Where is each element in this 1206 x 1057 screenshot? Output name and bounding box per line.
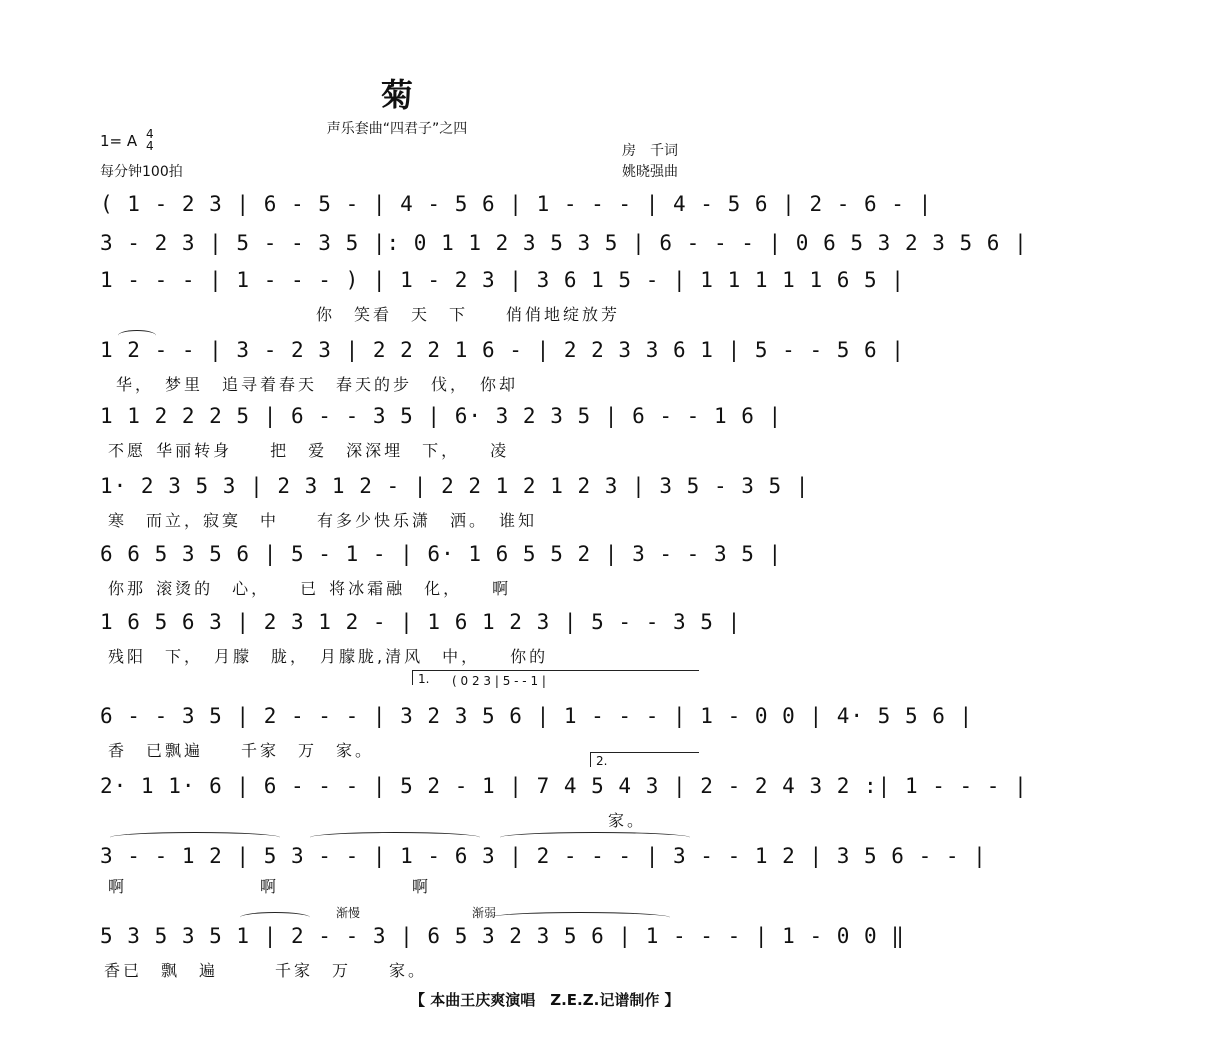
slur	[500, 832, 690, 843]
lyric-line: 华， 梦里 追寻着春天 春天的步 伐， 你却	[116, 375, 519, 394]
notation-line: 1 6 5 6 3 | 2 3 1 2 - | 1 6 1 2 3 | 5 - - 3 5 |	[100, 610, 742, 634]
ritardando-marking: 渐慢	[336, 906, 361, 920]
key-signature: 1= A	[100, 132, 138, 150]
footer-credit: 【 本曲王庆爽演唱 Z.E.Z.记谱制作 】	[410, 991, 680, 1009]
notation-line: 1 2 - - | 3 - 2 3 | 2 2 2 1 6 - | 2 2 3 3 6 1 | 5 - - 5 6 |	[100, 338, 905, 362]
tempo-marking: 每分钟100拍	[100, 164, 183, 180]
lyric-line: 香 已飘遍 千家 万 家。	[108, 741, 375, 760]
notation-line: 1· 2 3 5 3 | 2 3 1 2 - | 2 2 1 2 1 2 3 | 3 5 - 3 5 |	[100, 474, 810, 498]
lyric-line: 寒 而立，寂寞 中 有多少快乐潇 洒。 谁知	[108, 511, 538, 530]
notation-line: 1 - - - | 1 - - - ) | 1 - 2 3 | 3 6 1 5 - | 1 1 1 1 1 6 5 |	[100, 268, 905, 292]
slur	[240, 912, 310, 923]
song-title: 菊	[380, 76, 413, 114]
notation-line: 1 1 2 2 2 5 | 6 - - 3 5 | 6· 3 2 3 5 | 6 - - 1 6 |	[100, 404, 783, 428]
lyric-line: 你那 滚烫的 心， 已 将冰霜融 化， 啊	[108, 579, 512, 598]
song-subtitle: 声乐套曲“四君子”之四	[326, 121, 468, 137]
notation-line: 3 - 2 3 | 5 - - 3 5 |: 0 1 1 2 3 5 3 5 | 6 - - - | 0 6 5 3 2 3 5 6 |	[100, 231, 1028, 255]
slur	[310, 832, 480, 843]
notation-line: 6 6 5 3 5 6 | 5 - 1 - | 6· 1 6 5 5 2 | 3 - - 3 5 |	[100, 542, 783, 566]
diminuendo-marking: 渐弱	[472, 906, 497, 920]
time-signature	[146, 128, 154, 152]
notation-line: 3 - - 1 2 | 5 3 - - | 1 - 6 3 | 2 - - - | 3 - - 1 2 | 3 5 6 - - |	[100, 844, 987, 868]
notation-line: 6 - - 3 5 | 2 - - - | 3 2 3 5 6 | 1 - - - | 1 - 0 0 | 4· 5 5 6 |	[100, 704, 974, 728]
first-ending-notes: ( 0 2 3 | 5 - - 1 |	[452, 674, 546, 688]
lyric-line: 不愿 华丽转身 把 爱 深深埋 下， 凌	[108, 441, 510, 460]
time-signature-bottom: 4	[146, 139, 154, 153]
slur	[110, 832, 280, 843]
notation-line: 5 3 5 3 5 1 | 2 - - 3 | 6 5 3 2 3 5 6 | 1 - - - | 1 - 0 0 ‖	[100, 924, 905, 948]
lyricist-credit: 房 千词	[622, 143, 678, 159]
second-ending-label: 2.	[596, 754, 608, 768]
lyric-line: 残阳 下， 月朦 胧， 月朦胧,清风 中， 你的	[108, 647, 549, 666]
first-ending-label: 1.	[418, 672, 430, 686]
composer-credit: 姚晓强曲	[622, 164, 678, 180]
lyric-line: 你 笑看 天 下 俏俏地绽放芳	[316, 305, 621, 324]
lyric-line: 香已 飘 遍 千家 万 家。	[104, 961, 428, 980]
notation-line: 2· 1 1· 6 | 6 - - - | 5 2 - 1 | 7 4 5 4 3 | 2 - 2 4 3 2 :| 1 - - - |	[100, 774, 1028, 798]
notation-line: ( 1 - 2 3 | 6 - 5 - | 4 - 5 6 | 1 - - - | 4 - 5 6 | 2 - 6 - |	[100, 192, 933, 216]
lyric-line: 家。	[608, 811, 647, 830]
time-signature-top: 4	[146, 127, 154, 141]
slur	[490, 912, 670, 923]
lyric-line: 啊 啊 啊	[108, 877, 432, 896]
